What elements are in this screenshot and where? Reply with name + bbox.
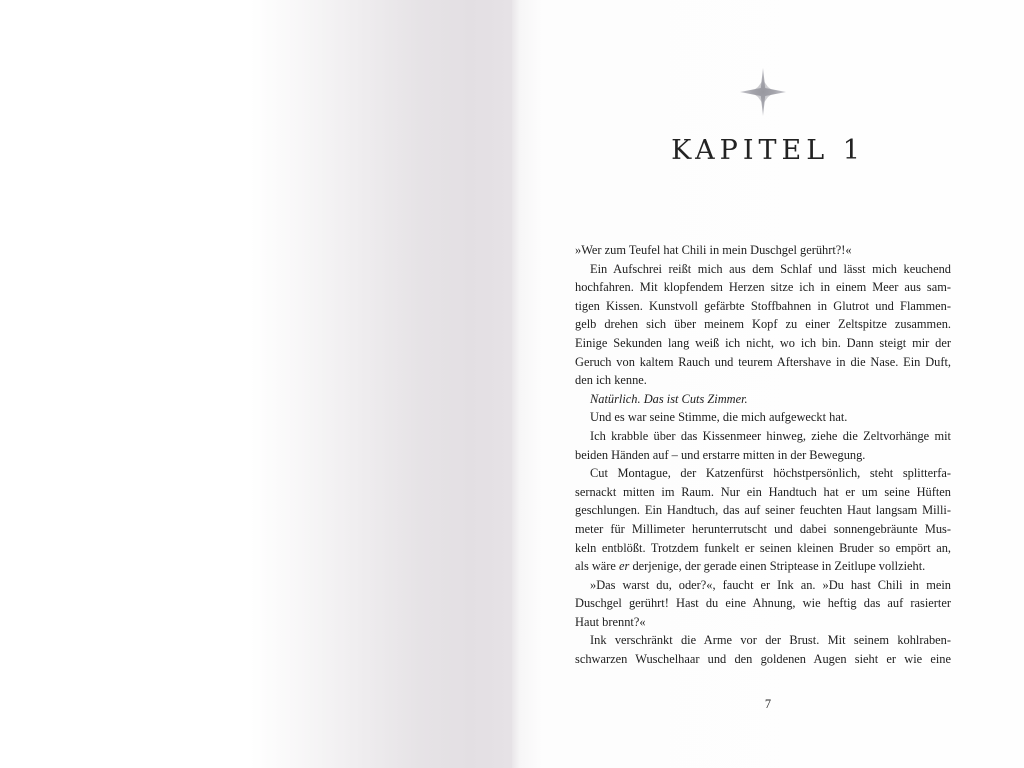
- body-line: »Das warst du, oder?«, faucht er Ink an. »Du hast Chili in mein: [590, 577, 951, 592]
- body-line: als wäre er derjenige, der gerade einen Striptease in Zeitlupe vollzieht.: [575, 559, 926, 574]
- chapter-title: KAPITEL 1: [671, 135, 865, 166]
- body-line: Duschgel gerührt! Hast du eine Ahnung, wie heftig das auf rasierter: [575, 596, 951, 611]
- body-line: Und es war seine Stimme, die mich aufgeweckt hat.: [590, 410, 848, 425]
- body-line: Geruch von kaltem Rauch und teurem Aftershave in die Nase. Ein Duft,: [575, 354, 951, 369]
- body-line: keln entblößt. Trotzdem funkelt er seinen kleinen Bruder so empört an,: [575, 540, 951, 555]
- body-line: tigen Kissen. Kunstvoll gefärbte Stoffbahnen in Glutrot und Flammen-: [575, 298, 951, 313]
- body-line: Ich krabble über das Kissenmeer hinweg, ziehe die Zeltvorhänge mit: [590, 428, 951, 443]
- body-line: Natürlich. Das ist Cuts Zimmer.: [590, 391, 748, 406]
- body-line: sernackt mitten im Raum. Nur ein Handtuch hat er um seine Hüften: [575, 484, 951, 499]
- body-line: »Wer zum Teufel hat Chili in mein Duschgel gerührt?!«: [575, 243, 852, 257]
- body-line: gelb drehen sich über meinem Kopf zu einer Zeltspitze zusammen.: [575, 317, 951, 332]
- body-line: Einige Sekunden lang weiß ich nicht, wo ich bin. Dann steigt mir der: [575, 335, 951, 350]
- body-line: Cut Montague, der Katzenfürst höchstpersönlich, steht splitterfa-: [590, 466, 951, 481]
- chapter-body-text: [575, 241, 951, 669]
- body-line: beiden Händen auf – und erstarre mitten in der Bewegung.: [575, 447, 866, 462]
- body-line: geschlungen. Ein Handtuch, das auf seiner feuchten Haut langsam Milli-: [575, 503, 951, 518]
- body-line: den ich kenne.: [575, 373, 647, 388]
- body-line: hochfahren. Mit klopfendem Herzen sitze ich in einem Meer aus sam-: [575, 280, 951, 295]
- body-line: Ein Aufschrei reißt mich aus dem Schlaf und lässt mich keuchend: [590, 261, 951, 276]
- body-line: Ink verschränkt die Arme vor der Brust. Mit seinem kohlraben-: [590, 633, 951, 648]
- emphasis-word: er: [619, 559, 630, 574]
- body-line: schwarzen Wuschelhaar und den goldenen Augen sieht er wie eine: [575, 652, 951, 667]
- page-number: 7: [764, 697, 772, 711]
- star-ornament-icon: [740, 68, 786, 116]
- body-line: Haut brennt?«: [575, 614, 646, 629]
- body-line: meter für Millimeter herunterrutscht und dabei sonnengebräunte Mus-: [575, 521, 951, 536]
